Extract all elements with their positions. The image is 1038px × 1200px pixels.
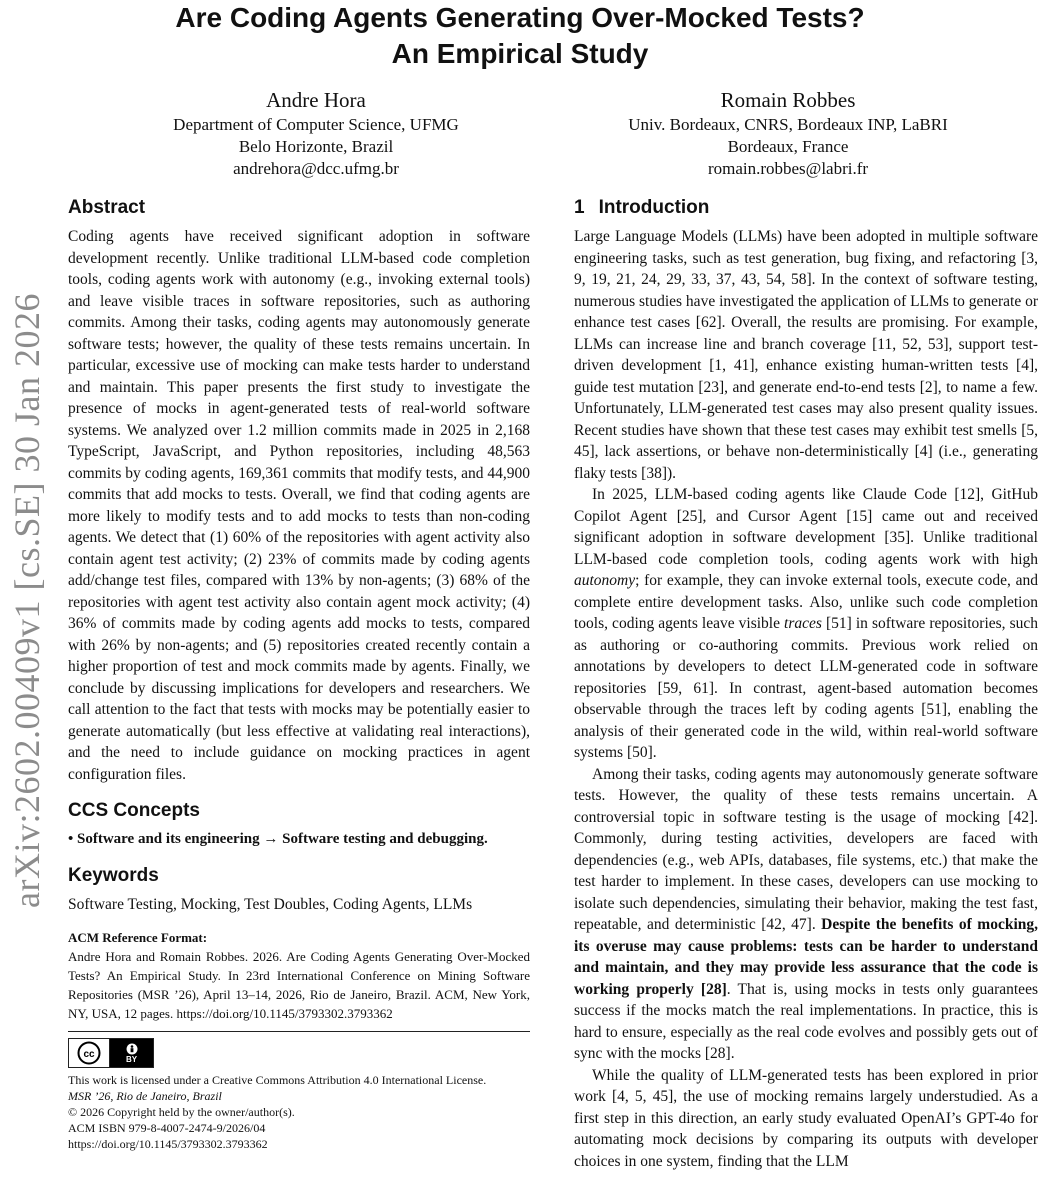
acm-ref-text: Andre Hora and Romain Robbes. 2026. Are Coding Agents Generating Over-Mocked Tests? An Empirical Study. In 23rd International Conference on Mining Software Repositories (MSR ’26), April 13–14, 2026, Rio de Janeiro, Brazil. ACM, New York, NY, USA, 12 pages. https://doi.org/10.1145/3793302.3793362 [68, 949, 530, 1021]
ccs-heading: CCS Concepts [68, 800, 200, 821]
author-email[interactable]: andrehora@dcc.ufmg.br [233, 159, 399, 178]
cc-label: cc [83, 1049, 95, 1060]
author-location: Belo Horizonte, Brazil [238, 137, 394, 156]
text-run: In 2025, LLM-based coding agents like Claude Code [12], GitHub Copilot Agent [25], and Cursor Agent [15] came out and received significant adoption in software development [35]. Unlike traditional LLM-based code completion tools, coding agents work with high [574, 486, 1038, 568]
by-label: BY [125, 1054, 138, 1064]
cc-circle-icon [77, 1041, 101, 1065]
keywords-heading: Keywords [68, 865, 159, 886]
arxiv-id: arXiv:2602.00409v1 [cs.SE] 30 Jan 2026 [7, 292, 47, 908]
text-run: ; for example, they can invoke external tools, execute code, and complete entire development tasks. Also, unlike such code completion tools, coding agents leave visible [574, 572, 1038, 632]
acm-ref-heading: ACM Reference Format: [68, 930, 208, 945]
author-name: Andre Hora [266, 88, 366, 112]
author-affiliation: Univ. Bordeaux, CNRS, Bordeaux INP, LaBRI [628, 115, 948, 134]
ccs-text: • Software and its engineering → Software testing and debugging. [68, 831, 488, 847]
intro-paragraph-3 [574, 764, 1038, 1065]
title-line-2: An Empirical Study [391, 38, 649, 69]
emphasis-traces: traces [784, 615, 822, 632]
author-block-2 [558, 86, 1018, 180]
intro-paragraph-4: While the quality of LLM-generated tests has been explored in prior work [4, 5, 45], the use of mocking remains largely understudied. As a first step in this direction, an early study evaluated OpenAI’s GPT-4o for automating mock decisions by comparing its outputs with developer choices in one system, finding that the LLM [574, 1066, 1038, 1170]
cc-icon [69, 1039, 110, 1067]
person-icon [126, 1043, 138, 1055]
section-number: 1 [574, 197, 585, 218]
doi-link[interactable]: https://doi.org/10.1145/3793302.3793362 [68, 1137, 268, 1151]
author-name: Romain Robbes [720, 88, 856, 112]
paper-title [70, 0, 970, 72]
intro-heading [574, 196, 1038, 220]
title-line-1: Are Coding Agents Generating Over-Mocked Tests? [175, 2, 865, 33]
footnote-rule [68, 1031, 530, 1032]
author-block-1 [86, 86, 546, 180]
author-affiliation: Department of Computer Science, UFMG [173, 115, 459, 134]
isbn-line: ACM ISBN 979-8-4007-2474-9/2026/04 [68, 1121, 266, 1135]
text-run: . That is, using mocks in tests only guarantees success if the mocks match the real implementations. In practice, this is hard to ensure, especially as the real code evolves and possibly gets out of sync with the mocks [28]. [574, 980, 1038, 1062]
venue-line: MSR ’26, Rio de Janeiro, Brazil [68, 1089, 222, 1103]
intro-paragraph-2 [574, 484, 1038, 764]
section-title: Introduction [598, 197, 710, 218]
emphasis-autonomy: autonomy [574, 572, 636, 589]
abstract-heading: Abstract [68, 197, 146, 218]
keywords-text: Software Testing, Mocking, Test Doubles, Coding Agents, LLMs [68, 896, 473, 913]
by-icon [110, 1039, 153, 1067]
bold-statement: Despite the benefits of mocking, its overuse may cause problems: tests can be harder to understand and maintain, and they may provide less assurance that the code is working properly [28] [574, 916, 1038, 998]
arxiv-watermark [2, 260, 52, 940]
intro-paragraph-1: Large Language Models (LLMs) have been adopted in multiple software engineering tasks, such as test generation, bug fixing, and refactoring [3, 9, 19, 21, 24, 29, 33, 37, 43, 54, 58]. In the context of software testing, numerous studies have investigated the application of LLMs to generate or enhance test cases [62]. Overall, the results are promising. For example, LLMs can increase line and branch coverage [11, 52, 53], support test-driven development [1, 41], enhance existing human-written tests [4], guide test mutation [23], and generate end-to-end tests [2], to name a few. Unfortunately, LLM-generated test cases may also present quality issues. Recent studies have shown that these test cases may exhibit test smells [5, 45], lack assertions, or behave non-deterministically [4] (i.e., generating flaky tests [38]). [574, 228, 1038, 482]
author-email[interactable]: romain.robbes@labri.fr [707, 159, 869, 178]
text-run: [51] in software repositories, such as authoring or co-authoring commits. Previous work relied on annotations by developers to detect LLM-generated code in software repositories [59, 61]. In contrast, agent-based automation becomes observable through the traces left by coding agents [51], enabling the analysis of their generated code in the wild, within real-world software systems [50]. [574, 615, 1038, 761]
author-location: Bordeaux, France [727, 137, 849, 156]
abstract-text: Coding agents have received significant adoption in software development recently. Unlike traditional LLM-based code completion tools, coding agents work with autonomy (e.g., invoking external tools) and leave visible traces in software repositories, such as authoring commits. Among their tasks, coding agents may autonomously generate software tests; however, the quality of these tests remains uncertain. In particular, excessive use of mocking can make tests harder to understand and maintain. This paper presents the first study to investigate the presence of mocks in agent-generated tests of real-world software systems. We analyzed over 1.2 million commits made in 2025 in 2,168 TypeScript, JavaScript, and Python repositories, including 48,563 commits by coding agents, 169,361 commits that modify tests, and 44,900 commits that add mocks to tests. Overall, we find that coding agents are more likely to modify tests and to add mocks to tests than non-coding agents. We detect that (1) 60% of the repositories with agent activity also contain agent test activity; (2) 23% of commits made by coding agents add/change test files, compared with 13% by non-agents; (3) 68% of the repositories with agent test activity also contain agent mock activity; (4) 36% of commits made by coding agents add mocks to tests, compared with 26% by non-agents; and (5) repositories created recently contain a higher proportion of test and mock commits made by agents. Finally, we conclude by discussing implications for developers and researchers. We call attention to the fact that tests with mocks may be potentially easier to generate automatically (but less effective at validating real interactions), and the need to include guidance on mocking practices in agent configuration files. [68, 228, 530, 783]
right-column [574, 196, 1038, 1172]
copyright-line: © 2026 Copyright held by the owner/author(s). [68, 1105, 295, 1119]
text-run: Among their tasks, coding agents may autonomously generate software tests. However, the quality of these tests remains uncertain. A controversial topic in software testing is the usage of mocking [42]. Commonly, during testing activities, developers are faced with dependencies (e.g., web APIs, databases, file systems, etc.) that make the test harder to implement. In these cases, developers can use mocking to isolate such dependencies, simulating their behavior, making the test fast, repeatable, and deterministic [42, 47]. [574, 765, 1038, 933]
license-line: This work is licensed under a Creative Commons Attribution 4.0 International License. [68, 1073, 487, 1087]
cc-by-license-icon[interactable] [68, 1038, 154, 1068]
left-column [68, 196, 530, 1152]
